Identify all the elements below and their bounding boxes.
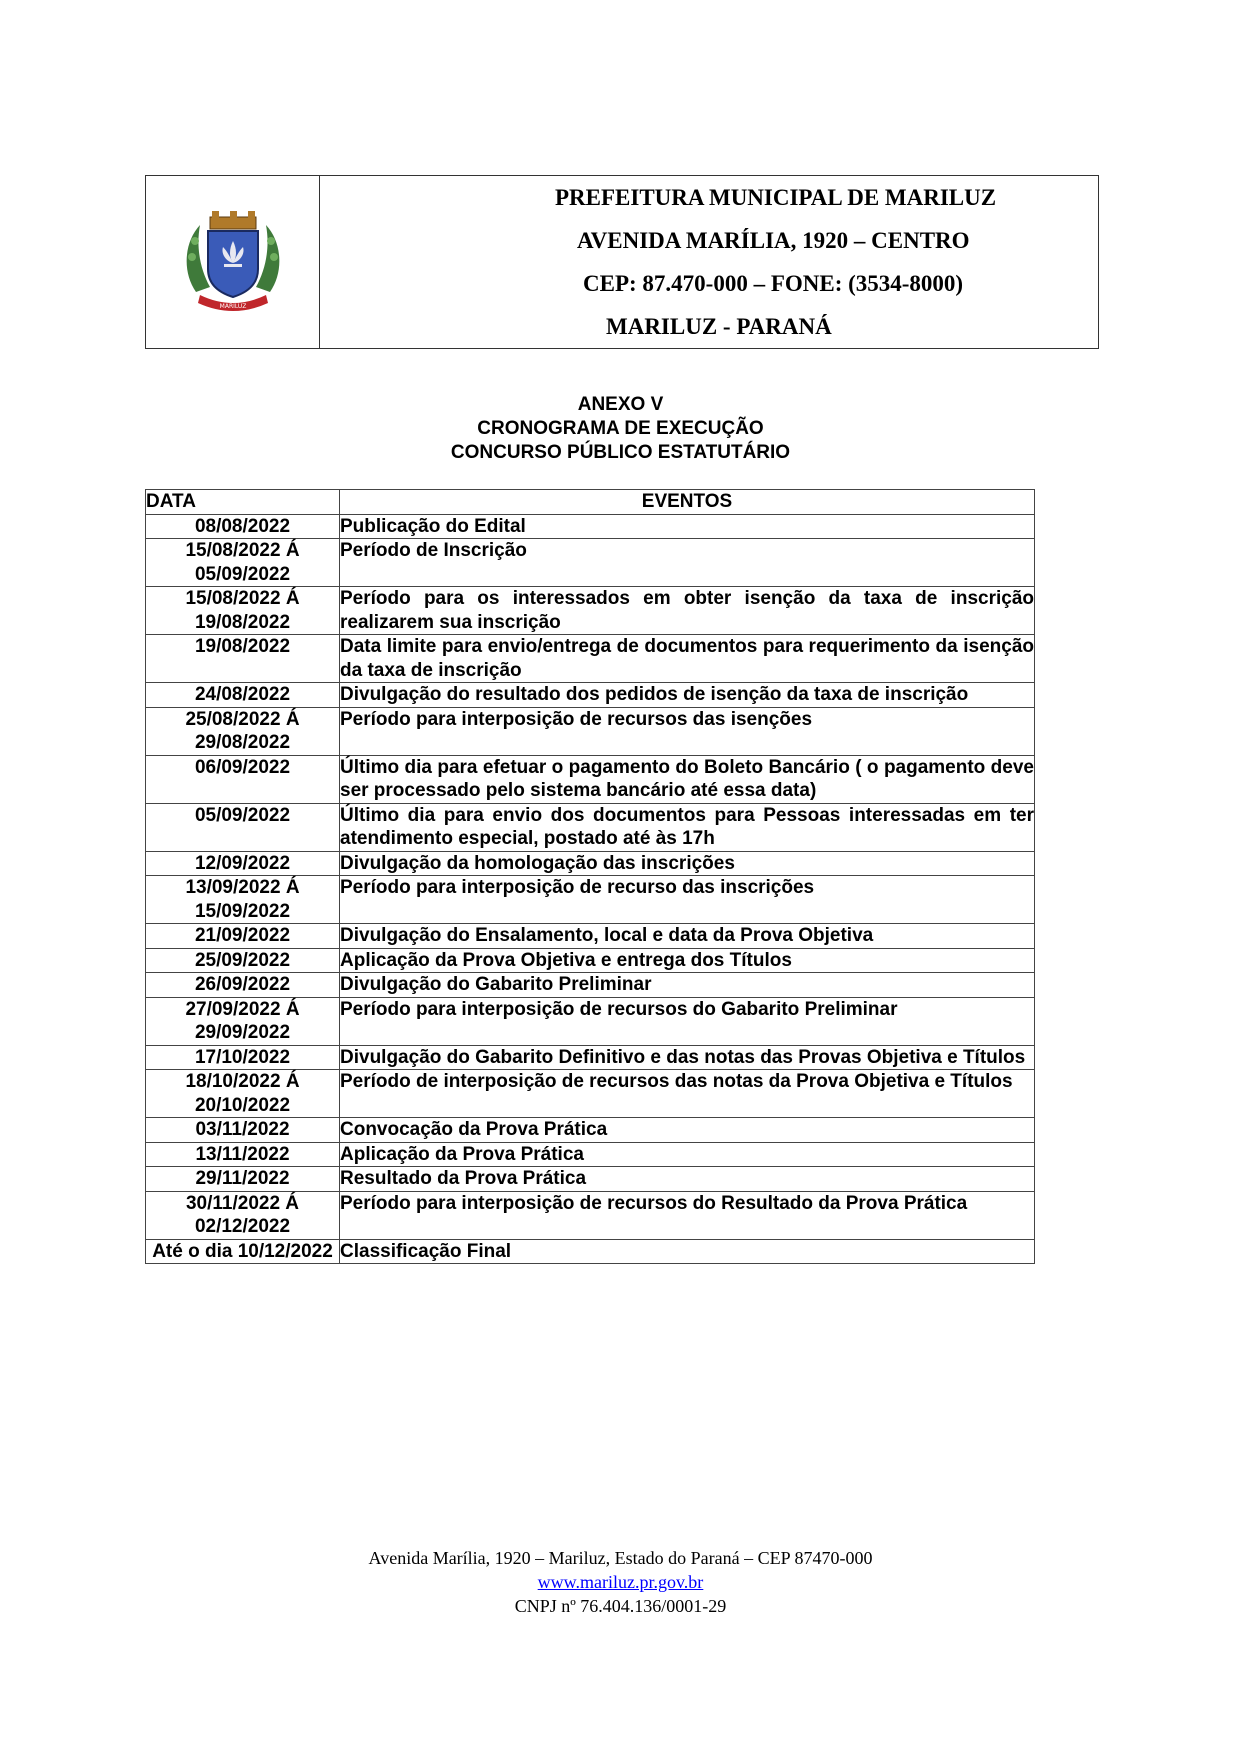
row-event: Data limite para envio/entrega de documentos para requerimento da isenção da taxa de inscrição: [340, 636, 1034, 681]
row-date: 06/09/2022: [146, 755, 340, 803]
seal-ribbon-text: MARILUZ: [219, 303, 246, 310]
row-date: 12/09/2022: [146, 851, 340, 876]
row-event: Divulgação do Ensalamento, local e data da Prova Objetiva: [340, 924, 1035, 949]
municipality-city: MARILUZ - PARANÁ: [606, 314, 832, 339]
row-date: 08/08/2022: [146, 514, 340, 539]
table-row: [146, 924, 1035, 949]
row-event: Classificação Final: [340, 1239, 1035, 1264]
row-event: Período para interposição de recursos das isenções: [340, 707, 1035, 755]
row-date: 24/08/2022: [146, 683, 340, 708]
municipal-coat-of-arms-logo: [178, 207, 288, 317]
table-row: [146, 539, 1035, 587]
table-row: [146, 948, 1035, 973]
contest-title: CONCURSO PÚBLICO ESTATUTÁRIO: [450, 442, 791, 463]
row-event: Publicação do Edital: [340, 514, 1035, 539]
row-event: Divulgação do Gabarito Preliminar: [340, 973, 1035, 998]
row-event: Divulgação do resultado dos pedidos de isenção da taxa de inscrição: [340, 683, 1035, 708]
row-date: 15/08/2022 Á 19/08/2022: [146, 587, 340, 635]
table-row: [146, 683, 1035, 708]
document-titles: [145, 393, 1099, 465]
row-event: Aplicação da Prova Prática: [340, 1142, 1035, 1167]
row-date: 21/09/2022: [146, 924, 340, 949]
row-event: Período de Inscrição: [340, 539, 1035, 587]
table-row: [146, 635, 1035, 683]
row-date: 15/08/2022 Á 05/09/2022: [146, 539, 340, 587]
row-event: Período para interposição de recursos do Resultado da Prova Prática: [340, 1191, 1035, 1239]
footer-website-link[interactable]: www.mariluz.pr.gov.br: [537, 1572, 704, 1592]
row-event: Resultado da Prova Prática: [340, 1167, 1035, 1192]
row-date: 19/08/2022: [146, 635, 340, 683]
row-date: Até o dia 10/12/2022: [146, 1239, 340, 1264]
letterhead-text: [320, 176, 1098, 348]
schedule-table: [145, 489, 1035, 1264]
events-column-header: EVENTOS: [340, 490, 1035, 515]
municipality-address: AVENIDA MARÍLIA, 1920 – CENTRO: [577, 228, 970, 253]
row-date: 26/09/2022: [146, 973, 340, 998]
table-row: [146, 851, 1035, 876]
municipal-seal-cell: [146, 176, 320, 348]
row-event: Último dia para envio dos documentos para Pessoas interessadas em ter atendimento especial, postado até às 17h: [340, 804, 1034, 849]
table-row: [146, 1167, 1035, 1192]
letterhead: [145, 175, 1099, 349]
row-date: 03/11/2022: [146, 1118, 340, 1143]
row-event: Divulgação da homologação das inscrições: [340, 851, 1035, 876]
row-event: Período para os interessados em obter isenção da taxa de inscrição realizarem sua inscrição: [340, 588, 1034, 633]
row-date: 13/11/2022: [146, 1142, 340, 1167]
schedule-table-body: [146, 514, 1035, 1264]
municipality-contact: CEP: 87.470-000 – FONE: (3534-8000): [583, 271, 964, 296]
row-date: 25/09/2022: [146, 948, 340, 973]
row-event: Período para interposição de recursos do Gabarito Preliminar: [340, 997, 1035, 1045]
page-footer: [0, 1546, 1241, 1618]
table-row: [146, 1191, 1035, 1239]
municipality-name: PREFEITURA MUNICIPAL DE MARILUZ: [555, 185, 997, 210]
table-row: [146, 587, 1035, 635]
table-row: [146, 1045, 1035, 1070]
footer-cnpj: CNPJ nº 76.404.136/0001-29: [514, 1596, 727, 1616]
table-row: [146, 707, 1035, 755]
table-row: [146, 1070, 1035, 1118]
table-row: [146, 755, 1035, 803]
table-row: [146, 1118, 1035, 1143]
row-date: 17/10/2022: [146, 1045, 340, 1070]
annex-title: ANEXO V: [577, 394, 664, 415]
table-row: [146, 1142, 1035, 1167]
row-event: Convocação da Prova Prática: [340, 1118, 1035, 1143]
table-row: [146, 1239, 1035, 1264]
row-event: Aplicação da Prova Objetiva e entrega dos Títulos: [340, 948, 1035, 973]
row-date: 27/09/2022 Á 29/09/2022: [146, 997, 340, 1045]
row-event: Período para interposição de recurso das inscrições: [340, 876, 1035, 924]
schedule-title: CRONOGRAMA DE EXECUÇÃO: [477, 418, 764, 439]
row-event: Período de interposição de recursos das notas da Prova Objetiva e Títulos: [340, 1070, 1035, 1118]
row-date: 29/11/2022: [146, 1167, 340, 1192]
table-row: [146, 997, 1035, 1045]
row-date: 18/10/2022 Á 20/10/2022: [146, 1070, 340, 1118]
row-date: 05/09/2022: [146, 803, 340, 851]
table-row: [146, 876, 1035, 924]
table-row: [146, 514, 1035, 539]
table-row: [146, 803, 1035, 851]
row-event: Divulgação do Gabarito Definitivo e das notas das Provas Objetiva e Títulos: [340, 1045, 1035, 1070]
date-column-header: DATA: [146, 490, 340, 515]
footer-address: Avenida Marília, 1920 – Mariluz, Estado do Paraná – CEP 87470-000: [368, 1548, 873, 1568]
row-date: 13/09/2022 Á 15/09/2022: [146, 876, 340, 924]
row-event: Último dia para efetuar o pagamento do Boleto Bancário ( o pagamento deve ser processado pelo sistema bancário até essa data): [340, 756, 1034, 801]
table-row: [146, 973, 1035, 998]
table-header-row: [146, 490, 1035, 515]
row-date: 25/08/2022 Á 29/08/2022: [146, 707, 340, 755]
row-date: 30/11/2022 Á 02/12/2022: [146, 1191, 340, 1239]
